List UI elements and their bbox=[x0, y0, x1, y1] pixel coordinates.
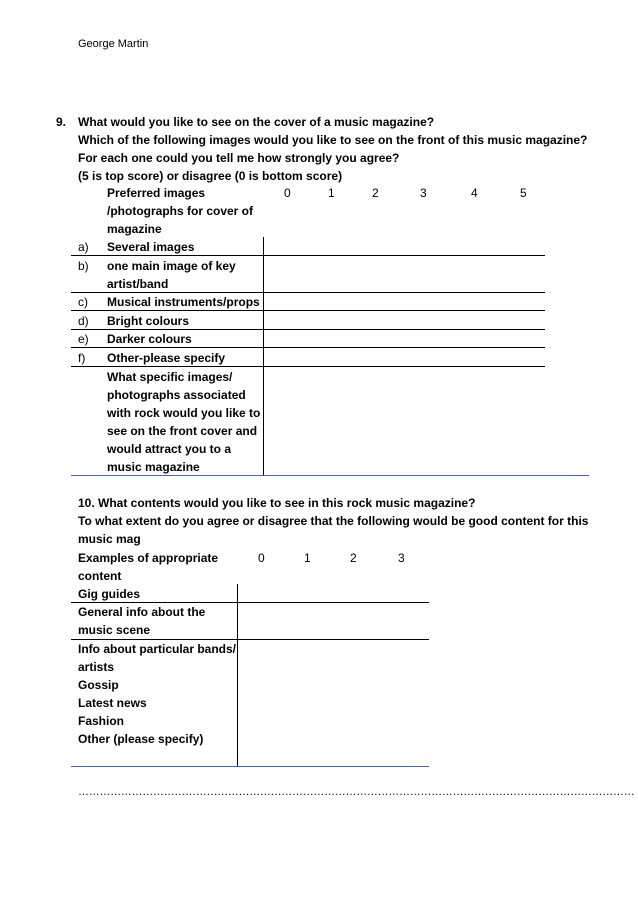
q9-row-rule bbox=[71, 329, 545, 330]
q9-col-header-3: magazine bbox=[107, 222, 162, 236]
q9-row-a-label: Several images bbox=[107, 240, 195, 254]
q10-scale-0: 0 bbox=[258, 551, 265, 565]
q10-line-3: music mag bbox=[78, 532, 141, 546]
q10-col-header-2: content bbox=[78, 569, 122, 583]
q9-row-rule bbox=[71, 366, 545, 367]
q9-row-g-label-1: What specific images/ bbox=[107, 370, 233, 384]
q9-table-bottom-rule bbox=[71, 475, 589, 476]
q10-row-bands-1: Info about particular bands/ bbox=[78, 642, 237, 656]
q10-row-rule bbox=[71, 639, 429, 640]
q9-scale-1: 1 bbox=[328, 186, 335, 200]
q10-row-bands-2: artists bbox=[78, 660, 115, 674]
q9-scale-2: 2 bbox=[372, 186, 379, 200]
q9-row-f-letter: f) bbox=[78, 351, 86, 365]
q9-row-g-label-5: would attract you to a bbox=[107, 442, 232, 456]
q9-row-e-letter: e) bbox=[78, 332, 89, 346]
q9-row-g-label-2: photographs associated bbox=[107, 388, 246, 402]
q10-row-general-info-1: General info about the bbox=[78, 605, 206, 619]
q9-row-g-label-3: with rock would you like to bbox=[107, 406, 261, 420]
q10-row-fashion: Fashion bbox=[78, 714, 125, 728]
q10-scale-2: 2 bbox=[350, 551, 357, 565]
q9-row-c-letter: c) bbox=[78, 295, 88, 309]
q10-scale-3: 3 bbox=[398, 551, 405, 565]
q9-number: 9. bbox=[56, 115, 67, 129]
q9-table-divider bbox=[263, 237, 264, 475]
q9-scale-4: 4 bbox=[471, 186, 478, 200]
q10-row-general-info-2: music scene bbox=[78, 623, 151, 637]
q9-line-3: For each one could you tell me how strongly you agree? bbox=[78, 151, 400, 165]
answer-dotted-line: ………………………………………………………………………………………………………………………………………… bbox=[78, 786, 635, 798]
q9-row-b-label-1: one main image of key bbox=[107, 259, 236, 273]
q9-row-g-label-6: music magazine bbox=[107, 460, 200, 474]
q10-row-rule bbox=[71, 602, 429, 603]
page-header-author: George Martin bbox=[78, 38, 149, 50]
q9-col-header-2: /photographs for cover of bbox=[107, 204, 254, 218]
q9-row-f-label: Other-please specify bbox=[107, 351, 226, 365]
q9-line-4: (5 is top score) or disagree (0 is bottom score) bbox=[78, 169, 343, 183]
q9-line-1: What would you like to see on the cover of a music magazine? bbox=[78, 115, 435, 129]
q10-row-gossip: Gossip bbox=[78, 678, 119, 692]
q9-scale-5: 5 bbox=[520, 186, 527, 200]
q10-table-bottom-rule bbox=[71, 766, 429, 767]
q9-col-header-1: Preferred images bbox=[107, 186, 206, 200]
q10-col-header-1: Examples of appropriate bbox=[78, 551, 219, 565]
q9-row-g-label-4: see on the front cover and bbox=[107, 424, 258, 438]
q10-scale-1: 1 bbox=[304, 551, 311, 565]
q9-row-rule bbox=[71, 292, 545, 293]
q9-row-b-label-2: artist/band bbox=[107, 277, 169, 291]
q9-line-2: Which of the following images would you like to see on the front of this music magazine? bbox=[78, 133, 588, 147]
q9-scale-3: 3 bbox=[420, 186, 427, 200]
q10-row-gig-guides: Gig guides bbox=[78, 587, 141, 601]
q9-scale-0: 0 bbox=[284, 186, 291, 200]
q9-row-a-letter: a) bbox=[78, 240, 89, 254]
q9-row-rule bbox=[71, 255, 545, 256]
q10-line-1: 10. What contents would you like to see in this rock music magazine? bbox=[78, 496, 476, 510]
q10-line-2: To what extent do you agree or disagree that the following would be good content for this bbox=[78, 514, 589, 528]
q9-row-e-label: Darker colours bbox=[107, 332, 192, 346]
q10-row-latest-news: Latest news bbox=[78, 696, 147, 710]
q9-row-rule bbox=[71, 310, 545, 311]
q9-row-d-letter: d) bbox=[78, 314, 89, 328]
q9-row-b-letter: b) bbox=[78, 259, 89, 273]
q9-row-c-label: Musical instruments/props bbox=[107, 295, 260, 309]
q9-row-d-label: Bright colours bbox=[107, 314, 190, 328]
q10-row-other: Other (please specify) bbox=[78, 732, 204, 746]
q9-row-rule bbox=[71, 347, 545, 348]
q10-table-divider bbox=[237, 584, 238, 766]
